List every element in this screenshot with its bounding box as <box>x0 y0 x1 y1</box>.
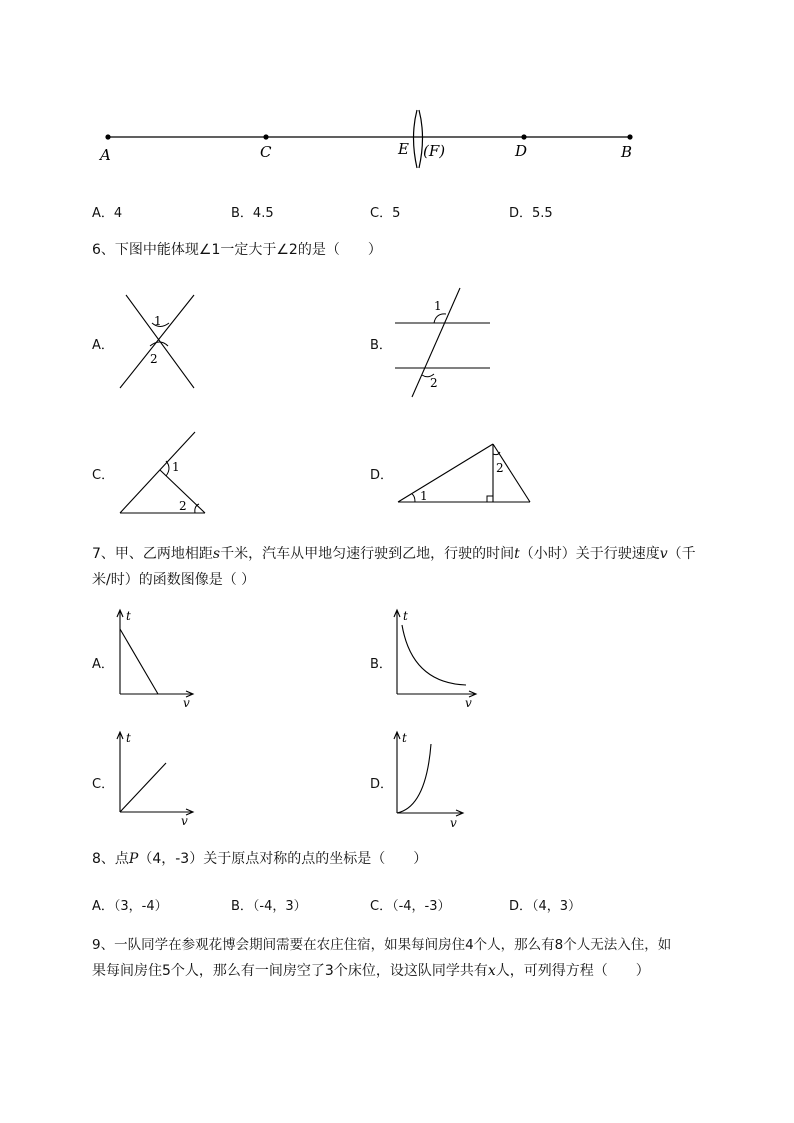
q6c-angle-2: 2 <box>179 499 187 513</box>
q7-graph-b <box>388 605 483 710</box>
q7a-y-label: t <box>126 609 131 623</box>
q7-label-c: C． <box>92 777 115 792</box>
q6-figure-c <box>115 428 210 520</box>
q7-label-a: A． <box>92 657 114 672</box>
q7-graph-d <box>388 727 478 832</box>
label-b: B <box>621 143 633 161</box>
point-b-dot <box>627 134 632 139</box>
q7-graph-a <box>110 605 200 710</box>
label-a: A <box>100 146 111 164</box>
q6-figure-d <box>393 438 538 508</box>
q6d-angle-1: 1 <box>420 489 428 503</box>
q5-option-d: D．5.5 <box>509 206 553 221</box>
q7a-x-label: v <box>183 696 190 710</box>
q7d-x-label: v <box>450 816 457 830</box>
q7c-y-label: t <box>126 731 131 745</box>
number-line-figure <box>95 100 655 170</box>
q7b-x-label: v <box>465 696 472 710</box>
q6-label-c: C． <box>92 468 115 483</box>
q6a-angle-2: 2 <box>150 352 158 366</box>
point-c-dot <box>263 134 268 139</box>
point-d-dot <box>521 134 526 139</box>
q7-stem-line2: 米/时）的函数图像是（ ） <box>92 572 256 588</box>
q6a-angle-1: 1 <box>154 314 162 328</box>
label-d: D <box>515 142 528 160</box>
q7d-y-label: t <box>402 731 407 745</box>
q7c-x-label: v <box>181 814 188 828</box>
q6-figure-a <box>110 290 200 390</box>
q5-option-b: B．4.5 <box>231 206 274 221</box>
q8-option-d: D．（4，3） <box>509 899 582 914</box>
q7-label-b: B． <box>370 657 392 672</box>
arc-mark-left <box>414 110 418 168</box>
q5-option-c: C．5 <box>370 206 401 221</box>
q6-figure-b <box>390 283 500 403</box>
q8-option-a: A．（3，-4） <box>92 899 168 914</box>
q5-option-a: A．4 <box>92 206 123 221</box>
q7-graph-c <box>110 727 200 832</box>
label-e: E <box>398 140 409 158</box>
q8-option-c: C．（-4，-3） <box>370 899 451 914</box>
arc-mark-right <box>419 110 423 168</box>
q7-stem-line1: 7、甲、乙两地相距s千米，汽车从甲地匀速行驶到乙地，行驶的时间t（小时）关于行驶速度v（千 <box>92 546 696 562</box>
q9-stem-line1: 9、一队同学在参观花博会期间需要在农庄住宿，如果每间房住4个人，那么有8个人无法入住，如 <box>92 937 672 953</box>
q8-stem: 8、点P（4，-3）关于原点对称的点的坐标是（ ） <box>92 851 428 867</box>
label-f: (F) <box>423 142 446 160</box>
q6-label-b: B． <box>370 338 392 353</box>
q9-stem-line2: 果每间房住5个人，那么有一间房空了3个床位，设这队同学共有x人，可列得方程（ ） <box>92 963 650 979</box>
q7-label-d: D． <box>370 777 394 792</box>
label-c: C <box>260 143 272 161</box>
q6-label-a: A． <box>92 338 114 353</box>
q6-stem: 6、下图中能体现∠1一定大于∠2的是（ ） <box>92 242 382 258</box>
q6d-angle-2: 2 <box>496 461 504 475</box>
q6b-angle-1: 1 <box>434 299 442 313</box>
point-a-dot <box>105 134 110 139</box>
q6c-angle-1: 1 <box>172 460 180 474</box>
q8-option-b: B．（-4，3） <box>231 899 307 914</box>
q6b-angle-2: 2 <box>430 376 438 390</box>
q6-label-d: D． <box>370 468 394 483</box>
q7b-y-label: t <box>403 609 408 623</box>
